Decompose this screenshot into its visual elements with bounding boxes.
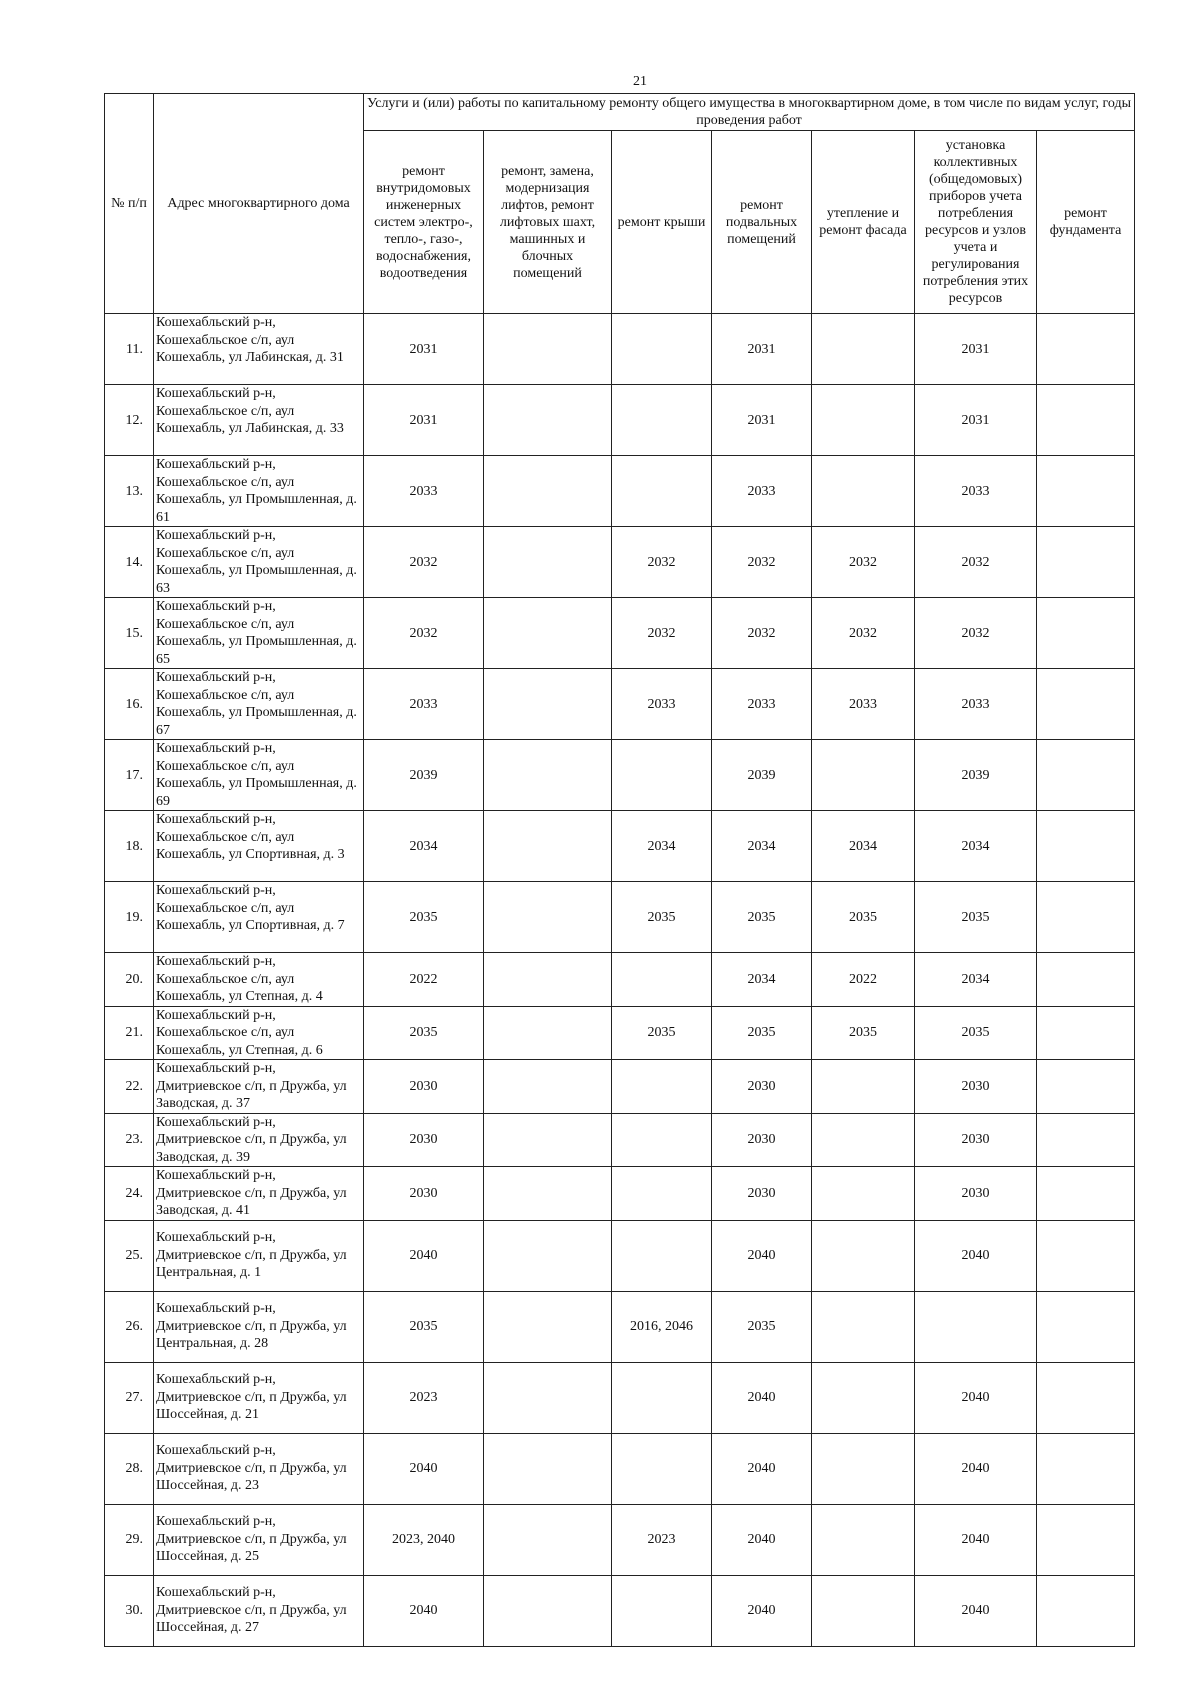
table-row — [105, 1504, 1135, 1575]
row-cell: 2032 — [812, 527, 915, 598]
table-row — [105, 740, 1135, 811]
row-cell — [1037, 740, 1135, 811]
row-address: Кошехабльский р-н, Кошехабльское с/п, аул Кошехабль, ул Лабинская, д. 33 — [154, 385, 364, 456]
table-row — [105, 953, 1135, 1007]
row-cell — [1037, 811, 1135, 882]
row-address: Кошехабльский р-н, Дмитриевское с/п, п Дружба, ул Шоссейная, д. 21 — [154, 1362, 364, 1433]
row-cell: 2034 — [712, 953, 812, 1007]
row-cell — [612, 314, 712, 385]
row-cell — [1037, 1362, 1135, 1433]
row-cell — [484, 1006, 612, 1060]
row-cell: 2032 — [812, 598, 915, 669]
row-cell: 2030 — [915, 1113, 1037, 1167]
table-row — [105, 1006, 1135, 1060]
row-cell: 2032 — [915, 527, 1037, 598]
row-cell — [612, 456, 712, 527]
row-cell — [1037, 598, 1135, 669]
row-address: Кошехабльский р-н, Кошехабльское с/п, аул Кошехабль, ул Степная, д. 6 — [154, 1006, 364, 1060]
row-address: Кошехабльский р-н, Кошехабльское с/п, аул Кошехабль, ул Степная, д. 4 — [154, 953, 364, 1007]
header-col-foundation: ремонт фундамента — [1037, 131, 1135, 314]
row-cell: 2032 — [364, 527, 484, 598]
row-cell: 2032 — [364, 598, 484, 669]
row-cell — [812, 314, 915, 385]
row-number: 22. — [105, 1060, 154, 1114]
row-cell: 2035 — [364, 882, 484, 953]
row-cell: 2040 — [712, 1504, 812, 1575]
row-cell: 2023, 2040 — [364, 1504, 484, 1575]
table-row — [105, 1291, 1135, 1362]
row-cell: 2035 — [364, 1006, 484, 1060]
row-cell: 2033 — [812, 669, 915, 740]
row-cell: 2040 — [915, 1504, 1037, 1575]
row-cell: 2040 — [364, 1433, 484, 1504]
row-cell: 2033 — [612, 669, 712, 740]
row-number: 18. — [105, 811, 154, 882]
row-number: 20. — [105, 953, 154, 1007]
row-cell — [484, 1113, 612, 1167]
row-cell: 2033 — [915, 456, 1037, 527]
table-row — [105, 385, 1135, 456]
row-cell: 2032 — [915, 598, 1037, 669]
row-cell: 2035 — [812, 1006, 915, 1060]
row-number: 21. — [105, 1006, 154, 1060]
row-cell — [612, 1575, 712, 1646]
row-cell — [1037, 314, 1135, 385]
row-cell — [1037, 1504, 1135, 1575]
row-cell: 2031 — [915, 385, 1037, 456]
row-cell — [812, 1362, 915, 1433]
row-cell: 2031 — [712, 385, 812, 456]
row-cell — [812, 1291, 915, 1362]
row-cell — [1037, 1433, 1135, 1504]
row-cell — [1037, 1006, 1135, 1060]
header-services: Услуги и (или) работы по капитальному ремонту общего имущества в многоквартирном доме, в том числе по видам услуг, годы проведения работ — [364, 94, 1135, 131]
row-cell — [484, 882, 612, 953]
row-cell: 2030 — [364, 1167, 484, 1221]
row-cell — [1037, 1575, 1135, 1646]
row-cell: 2034 — [812, 811, 915, 882]
row-cell: 2032 — [712, 598, 812, 669]
row-number: 27. — [105, 1362, 154, 1433]
table-row — [105, 598, 1135, 669]
row-cell — [612, 1167, 712, 1221]
row-cell — [484, 1167, 612, 1221]
row-cell — [1037, 1220, 1135, 1291]
row-cell — [484, 811, 612, 882]
row-cell: 2030 — [915, 1060, 1037, 1114]
table-row — [105, 456, 1135, 527]
row-address: Кошехабльский р-н, Дмитриевское с/п, п Дружба, ул Шоссейная, д. 23 — [154, 1433, 364, 1504]
row-address: Кошехабльский р-н, Дмитриевское с/п, п Дружба, ул Центральная, д. 1 — [154, 1220, 364, 1291]
row-cell: 2016, 2046 — [612, 1291, 712, 1362]
row-address: Кошехабльский р-н, Кошехабльское с/п, аул Кошехабль, ул Спортивная, д. 7 — [154, 882, 364, 953]
row-cell — [1037, 1113, 1135, 1167]
row-number: 14. — [105, 527, 154, 598]
row-cell: 2033 — [364, 456, 484, 527]
row-number: 28. — [105, 1433, 154, 1504]
row-address: Кошехабльский р-н, Дмитриевское с/п, п Дружба, ул Шоссейная, д. 27 — [154, 1575, 364, 1646]
row-cell: 2034 — [612, 811, 712, 882]
row-cell — [484, 1220, 612, 1291]
row-address: Кошехабльский р-н, Кошехабльское с/п, аул Кошехабль, ул Промышленная, д. 65 — [154, 598, 364, 669]
row-address: Кошехабльский р-н, Дмитриевское с/п, п Дружба, ул Центральная, д. 28 — [154, 1291, 364, 1362]
row-address: Кошехабльский р-н, Кошехабльское с/п, аул Кошехабль, ул Промышленная, д. 67 — [154, 669, 364, 740]
row-cell: 2030 — [712, 1113, 812, 1167]
row-cell — [1037, 882, 1135, 953]
row-number: 26. — [105, 1291, 154, 1362]
row-cell: 2035 — [712, 1006, 812, 1060]
row-cell: 2032 — [612, 598, 712, 669]
row-address: Кошехабльский р-н, Кошехабльское с/п, аул Кошехабль, ул Спортивная, д. 3 — [154, 811, 364, 882]
row-cell — [484, 456, 612, 527]
row-cell: 2023 — [364, 1362, 484, 1433]
row-cell — [1037, 953, 1135, 1007]
header-address: Адрес многоквартирного дома — [154, 94, 364, 314]
row-address: Кошехабльский р-н, Дмитриевское с/п, п Дружба, ул Заводская, д. 39 — [154, 1113, 364, 1167]
table-row — [105, 1060, 1135, 1114]
row-cell: 2034 — [915, 953, 1037, 1007]
row-cell: 2040 — [364, 1220, 484, 1291]
table-row — [105, 1575, 1135, 1646]
capital-repair-table — [104, 93, 1135, 1647]
row-cell: 2035 — [915, 882, 1037, 953]
row-cell: 2030 — [712, 1167, 812, 1221]
table-row — [105, 1362, 1135, 1433]
row-cell: 2033 — [712, 456, 812, 527]
row-cell: 2030 — [364, 1113, 484, 1167]
row-cell — [484, 1504, 612, 1575]
row-cell — [1037, 1291, 1135, 1362]
table-row — [105, 669, 1135, 740]
row-address: Кошехабльский р-н, Кошехабльское с/п, аул Кошехабль, ул Промышленная, д. 63 — [154, 527, 364, 598]
row-cell — [812, 1504, 915, 1575]
row-cell: 2034 — [712, 811, 812, 882]
row-cell — [915, 1291, 1037, 1362]
row-cell — [1037, 669, 1135, 740]
row-number: 12. — [105, 385, 154, 456]
row-cell: 2035 — [712, 1291, 812, 1362]
row-cell — [484, 1575, 612, 1646]
row-cell: 2035 — [612, 1006, 712, 1060]
row-cell — [812, 385, 915, 456]
row-cell: 2022 — [364, 953, 484, 1007]
row-cell — [812, 1167, 915, 1221]
row-cell: 2040 — [915, 1433, 1037, 1504]
row-cell: 2023 — [612, 1504, 712, 1575]
row-cell: 2040 — [915, 1220, 1037, 1291]
row-cell: 2033 — [712, 669, 812, 740]
row-cell — [612, 953, 712, 1007]
row-cell — [612, 1220, 712, 1291]
row-number: 11. — [105, 314, 154, 385]
row-cell: 2022 — [812, 953, 915, 1007]
row-cell: 2040 — [712, 1575, 812, 1646]
row-cell — [1037, 456, 1135, 527]
row-number: 25. — [105, 1220, 154, 1291]
row-number: 24. — [105, 1167, 154, 1221]
row-cell: 2035 — [812, 882, 915, 953]
row-cell: 2034 — [915, 811, 1037, 882]
row-cell — [484, 1433, 612, 1504]
row-cell — [812, 456, 915, 527]
row-address: Кошехабльский р-н, Дмитриевское с/п, п Дружба, ул Шоссейная, д. 25 — [154, 1504, 364, 1575]
row-cell — [484, 740, 612, 811]
row-cell: 2039 — [364, 740, 484, 811]
row-cell: 2030 — [712, 1060, 812, 1114]
row-cell: 2040 — [915, 1362, 1037, 1433]
table-row — [105, 1220, 1135, 1291]
row-cell: 2030 — [915, 1167, 1037, 1221]
row-cell — [812, 1220, 915, 1291]
row-cell: 2032 — [712, 527, 812, 598]
row-cell: 2030 — [364, 1060, 484, 1114]
row-number: 17. — [105, 740, 154, 811]
table-row — [105, 314, 1135, 385]
row-cell: 2040 — [364, 1575, 484, 1646]
row-address: Кошехабльский р-н, Кошехабльское с/п, аул Кошехабль, ул Промышленная, д. 69 — [154, 740, 364, 811]
table-row — [105, 1433, 1135, 1504]
row-cell — [484, 1362, 612, 1433]
row-number: 29. — [105, 1504, 154, 1575]
row-cell: 2032 — [612, 527, 712, 598]
row-cell: 2040 — [712, 1433, 812, 1504]
header-col-meters: установка коллективных (общедомовых) приборов учета потребления ресурсов и узлов учета и регулирования потребления этих ресурсов — [915, 131, 1037, 314]
header-num: № п/п — [105, 94, 154, 314]
row-cell — [612, 1362, 712, 1433]
row-cell — [612, 1433, 712, 1504]
row-address: Кошехабльский р-н, Кошехабльское с/п, аул Кошехабль, ул Промышленная, д. 61 — [154, 456, 364, 527]
row-cell — [612, 1113, 712, 1167]
row-number: 19. — [105, 882, 154, 953]
row-cell: 2034 — [364, 811, 484, 882]
table-row — [105, 1167, 1135, 1221]
header-col-facade: утепление и ремонт фасада — [812, 131, 915, 314]
row-cell — [484, 527, 612, 598]
row-cell — [812, 1060, 915, 1114]
header-col-elevators: ремонт, замена, модернизация лифтов, ремонт лифтовых шахт, машинных и блочных помещений — [484, 131, 612, 314]
row-number: 13. — [105, 456, 154, 527]
row-cell — [484, 669, 612, 740]
row-cell — [484, 1060, 612, 1114]
row-cell — [1037, 1167, 1135, 1221]
row-cell: 2039 — [915, 740, 1037, 811]
row-cell: 2035 — [364, 1291, 484, 1362]
table-row — [105, 1113, 1135, 1167]
row-cell: 2033 — [915, 669, 1037, 740]
row-cell: 2031 — [364, 314, 484, 385]
row-cell — [812, 740, 915, 811]
row-cell — [1037, 527, 1135, 598]
row-cell: 2031 — [712, 314, 812, 385]
row-number: 16. — [105, 669, 154, 740]
row-cell — [484, 598, 612, 669]
row-cell: 2035 — [712, 882, 812, 953]
row-cell: 2035 — [915, 1006, 1037, 1060]
row-cell — [484, 953, 612, 1007]
header-col-basement: ремонт подвальных помещений — [712, 131, 812, 314]
row-address: Кошехабльский р-н, Дмитриевское с/п, п Дружба, ул Заводская, д. 41 — [154, 1167, 364, 1221]
row-cell: 2040 — [712, 1362, 812, 1433]
row-cell — [612, 1060, 712, 1114]
row-number: 15. — [105, 598, 154, 669]
table-row — [105, 811, 1135, 882]
row-cell: 2040 — [712, 1220, 812, 1291]
row-cell — [1037, 1060, 1135, 1114]
row-cell: 2035 — [612, 882, 712, 953]
row-cell: 2039 — [712, 740, 812, 811]
row-number: 23. — [105, 1113, 154, 1167]
row-cell — [812, 1113, 915, 1167]
row-number: 30. — [105, 1575, 154, 1646]
table-row — [105, 882, 1135, 953]
row-cell — [812, 1575, 915, 1646]
row-cell: 2040 — [915, 1575, 1037, 1646]
row-cell: 2031 — [915, 314, 1037, 385]
row-cell — [484, 314, 612, 385]
row-cell — [612, 385, 712, 456]
row-cell: 2033 — [364, 669, 484, 740]
row-address: Кошехабльский р-н, Дмитриевское с/п, п Дружба, ул Заводская, д. 37 — [154, 1060, 364, 1114]
table-row — [105, 527, 1135, 598]
row-cell — [484, 1291, 612, 1362]
row-cell — [484, 385, 612, 456]
row-address: Кошехабльский р-н, Кошехабльское с/п, аул Кошехабль, ул Лабинская, д. 31 — [154, 314, 364, 385]
row-cell — [612, 740, 712, 811]
row-cell — [1037, 385, 1135, 456]
header-col-engineering: ремонт внутридомовых инженерных систем электро-, тепло-, газо-, водоснабжения, водоотведения — [364, 131, 484, 314]
header-col-roof: ремонт крыши — [612, 131, 712, 314]
row-cell — [812, 1433, 915, 1504]
page-number: 21 — [633, 74, 647, 89]
row-cell: 2031 — [364, 385, 484, 456]
